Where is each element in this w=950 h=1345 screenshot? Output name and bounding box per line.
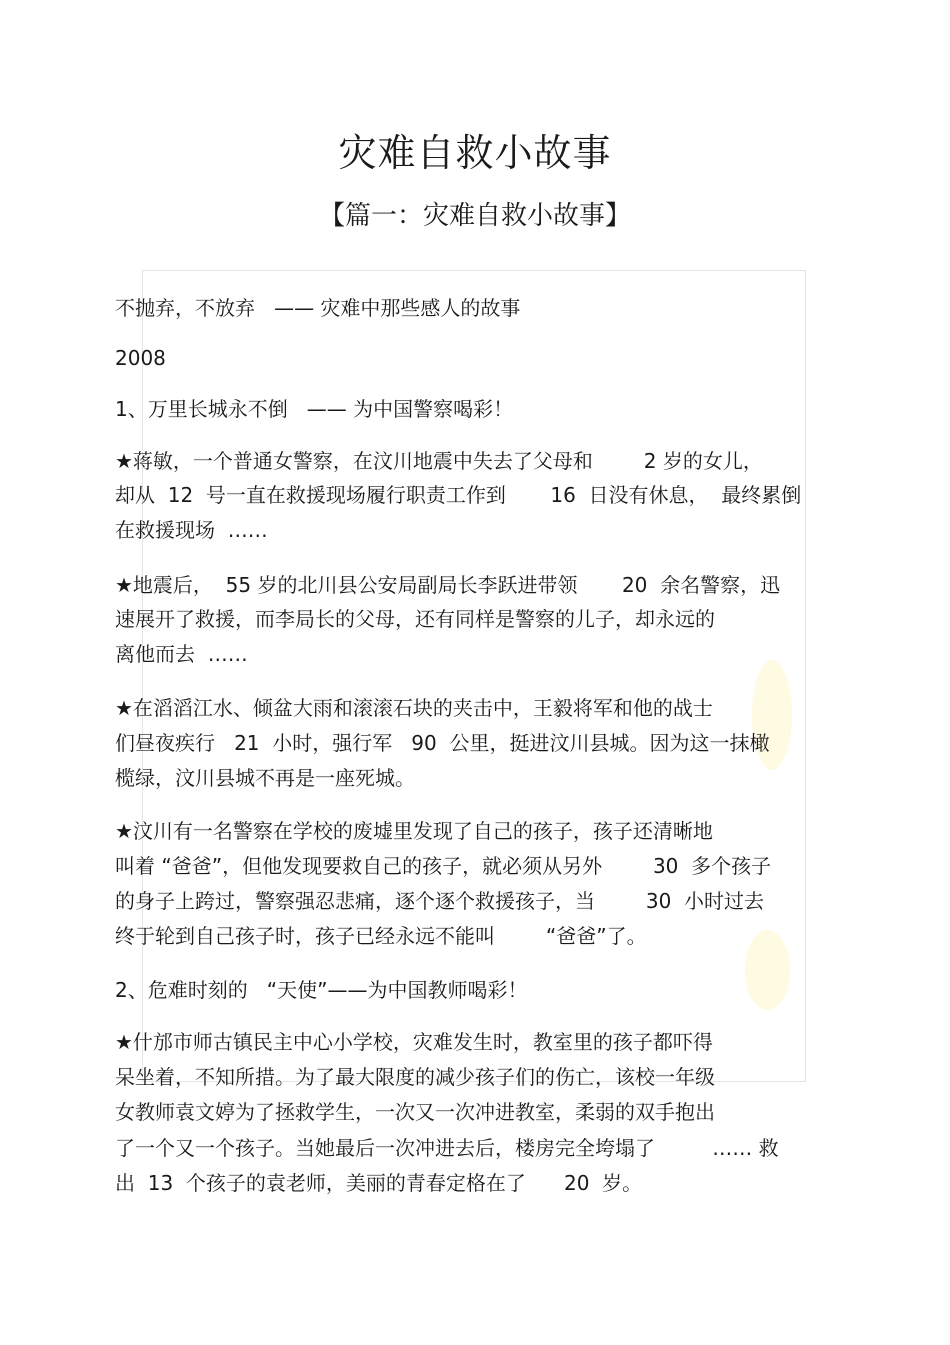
text-line: 2008 — [115, 346, 166, 370]
text-line: 却从 12 号一直在救援现场履行职责工作到 16 日没有休息， 最终累倒 — [115, 483, 802, 507]
text-line: 离他而去 …… — [115, 642, 248, 666]
text-line: 1、万里长城永不倒 —— 为中国警察喝彩！ — [115, 397, 514, 421]
watermark-blot — [745, 930, 790, 1010]
text-line: ★地震后， 55 岁的北川县公安局副局长李跃进带领 20 余名警察，迅 — [115, 573, 781, 597]
text-line: 了一个又一个孩子。当她最后一次冲进去后，楼房完全垮塌了 …… 救 — [115, 1136, 779, 1160]
text-line: ★蒋敏，一个普通女警察，在汶川地震中失去了父母和 2 岁的女儿， — [115, 449, 763, 473]
text-line: 在救援现场 …… — [115, 518, 268, 542]
text-line: 速展开了救援，而李局长的父母，还有同样是警察的儿子，却永远的 — [115, 607, 715, 631]
content-frame — [142, 270, 806, 1082]
text-line: 榄绿，汶川县城不再是一座死城。 — [115, 766, 415, 790]
text-line: 终于轮到自己孩子时，孩子已经永远不能叫 “爸爸”了。 — [115, 924, 647, 948]
text-line: 呆坐着，不知所措。为了最大限度的减少孩子们的伤亡，该校一年级 — [115, 1065, 715, 1089]
text-line: 女教师袁文婷为了拯救学生，一次又一次冲进教室，柔弱的双手抱出 — [115, 1100, 715, 1124]
text-line: 出 13 个孩子的袁老师，美丽的青春定格在了 20 岁。 — [115, 1171, 643, 1195]
text-line: ★汶川有一名警察在学校的废墟里发现了自己的孩子，孩子还清晰地 — [115, 819, 713, 843]
document-title: 灾难自救小故事 — [338, 131, 612, 175]
text-line: 叫着 “爸爸”，但他发现要救自己的孩子，就必须从另外 30 多个孩子 — [115, 854, 772, 878]
text-line: 不抛弃，不放弃 —— 灾难中那些感人的故事 — [115, 296, 521, 320]
text-line: ★什邡市师古镇民主中心小学校，灾难发生时，教室里的孩子都吓得 — [115, 1030, 713, 1054]
text-line: 们昼夜疾行 21 小时，强行军 90 公里，挺进汶川县城。因为这一抹橄 — [115, 731, 770, 755]
text-line: 2、危难时刻的 “天使”——为中国教师喝彩！ — [115, 978, 528, 1002]
text-line: ★在滔滔江水、倾盆大雨和滚滚石块的夹击中，王毅将军和他的战士 — [115, 696, 713, 720]
document-subtitle: 【篇一：灾难自救小故事】 — [318, 201, 631, 231]
text-line: 的身子上跨过，警察强忍悲痛，逐个逐个救援孩子，当 30 小时过去 — [115, 889, 765, 913]
